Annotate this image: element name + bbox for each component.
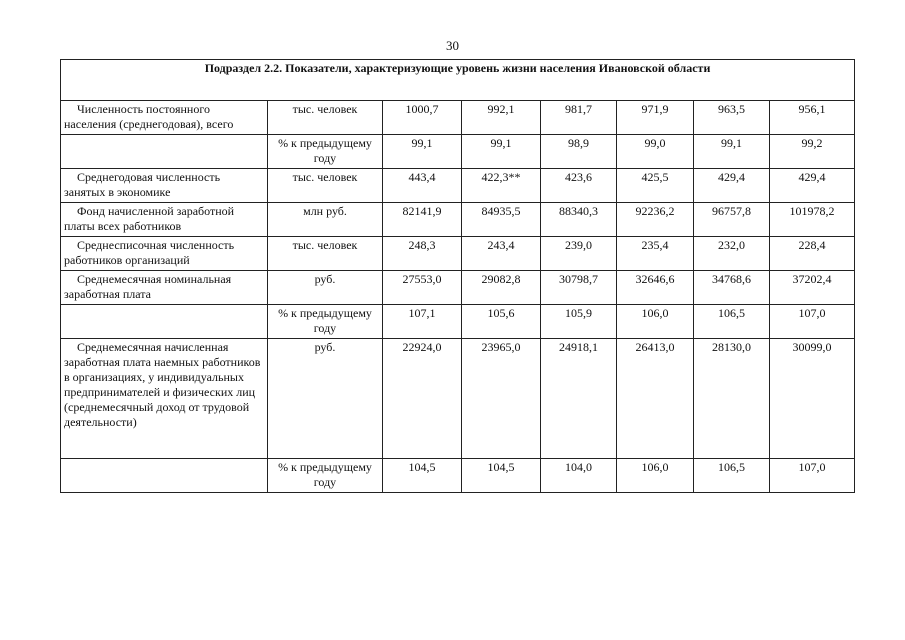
value-cell: 106,5: [694, 459, 770, 493]
value-cell: 107,0: [770, 305, 855, 339]
value-cell: 1000,7: [383, 101, 462, 135]
value-cell: 956,1: [770, 101, 855, 135]
value-cell: 107,0: [770, 459, 855, 493]
row-unit: тыс. человек: [268, 237, 383, 271]
value-cell: 106,5: [694, 305, 770, 339]
value-cell: 99,1: [694, 135, 770, 169]
value-cell: 106,0: [617, 459, 694, 493]
row-label: [61, 459, 268, 493]
value-cell: 30099,0: [770, 339, 855, 459]
value-cell: 22924,0: [383, 339, 462, 459]
value-cell: 82141,9: [383, 203, 462, 237]
value-cell: 239,0: [541, 237, 617, 271]
value-cell: 963,5: [694, 101, 770, 135]
row-unit: % к предыдущему году: [268, 135, 383, 169]
value-cell: 235,4: [617, 237, 694, 271]
value-cell: 96757,8: [694, 203, 770, 237]
value-cell: 992,1: [462, 101, 541, 135]
table-row: [61, 339, 855, 459]
value-cell: 92236,2: [617, 203, 694, 237]
value-cell: 425,5: [617, 169, 694, 203]
value-cell: 104,5: [462, 459, 541, 493]
row-unit: руб.: [268, 339, 383, 459]
value-cell: 99,0: [617, 135, 694, 169]
value-cell: 243,4: [462, 237, 541, 271]
row-label: Численность постоянного населения (среднегодовая), всего: [61, 101, 268, 135]
row-label: [61, 305, 268, 339]
value-cell: 30798,7: [541, 271, 617, 305]
value-cell: 27553,0: [383, 271, 462, 305]
value-cell: 104,5: [383, 459, 462, 493]
value-cell: 98,9: [541, 135, 617, 169]
value-cell: 99,1: [383, 135, 462, 169]
value-cell: 104,0: [541, 459, 617, 493]
table-row: [61, 305, 855, 339]
value-cell: 88340,3: [541, 203, 617, 237]
row-label: Фонд начисленной заработной платы всех работников: [61, 203, 268, 237]
row-unit: % к предыдущему году: [268, 305, 383, 339]
value-cell: 105,9: [541, 305, 617, 339]
row-unit: млн руб.: [268, 203, 383, 237]
value-cell: 228,4: [770, 237, 855, 271]
value-cell: 101978,2: [770, 203, 855, 237]
value-cell: 443,4: [383, 169, 462, 203]
table-title-row: [61, 60, 855, 101]
row-label: [61, 135, 268, 169]
row-unit: руб.: [268, 271, 383, 305]
table-row: [61, 459, 855, 493]
row-unit: тыс. человек: [268, 169, 383, 203]
table-row: [61, 237, 855, 271]
value-cell: 106,0: [617, 305, 694, 339]
row-label: Среднемесячная начисленная заработная плата наемных работников в организациях, у индивидуальных предпринимателей и физических лиц (среднемесячный доход от трудовой деятельности): [61, 339, 268, 459]
value-cell: 423,6: [541, 169, 617, 203]
value-cell: 105,6: [462, 305, 541, 339]
value-cell: 32646,6: [617, 271, 694, 305]
value-cell: 84935,5: [462, 203, 541, 237]
value-cell: 29082,8: [462, 271, 541, 305]
indicators-table: [60, 59, 855, 493]
table-row: [61, 169, 855, 203]
value-cell: 23965,0: [462, 339, 541, 459]
value-cell: 107,1: [383, 305, 462, 339]
row-label: Среднегодовая численность занятых в экономике: [61, 169, 268, 203]
value-cell: 28130,0: [694, 339, 770, 459]
value-cell: 26413,0: [617, 339, 694, 459]
table-title: Подраздел 2.2. Показатели, характеризующие уровень жизни населения Ивановской области: [61, 60, 855, 101]
table-row: [61, 135, 855, 169]
table-row: [61, 271, 855, 305]
value-cell: 422,3**: [462, 169, 541, 203]
table-row: [61, 101, 855, 135]
value-cell: 429,4: [770, 169, 855, 203]
value-cell: 99,1: [462, 135, 541, 169]
row-label: Среднесписочная численность работников организаций: [61, 237, 268, 271]
row-unit: % к предыдущему году: [268, 459, 383, 493]
row-unit: тыс. человек: [268, 101, 383, 135]
value-cell: 34768,6: [694, 271, 770, 305]
value-cell: 232,0: [694, 237, 770, 271]
table-row: [61, 203, 855, 237]
page-number: 30: [446, 38, 459, 53]
value-cell: 971,9: [617, 101, 694, 135]
value-cell: 24918,1: [541, 339, 617, 459]
value-cell: 37202,4: [770, 271, 855, 305]
row-label: Среднемесячная номинальная заработная плата: [61, 271, 268, 305]
value-cell: 99,2: [770, 135, 855, 169]
value-cell: 429,4: [694, 169, 770, 203]
value-cell: 248,3: [383, 237, 462, 271]
value-cell: 981,7: [541, 101, 617, 135]
